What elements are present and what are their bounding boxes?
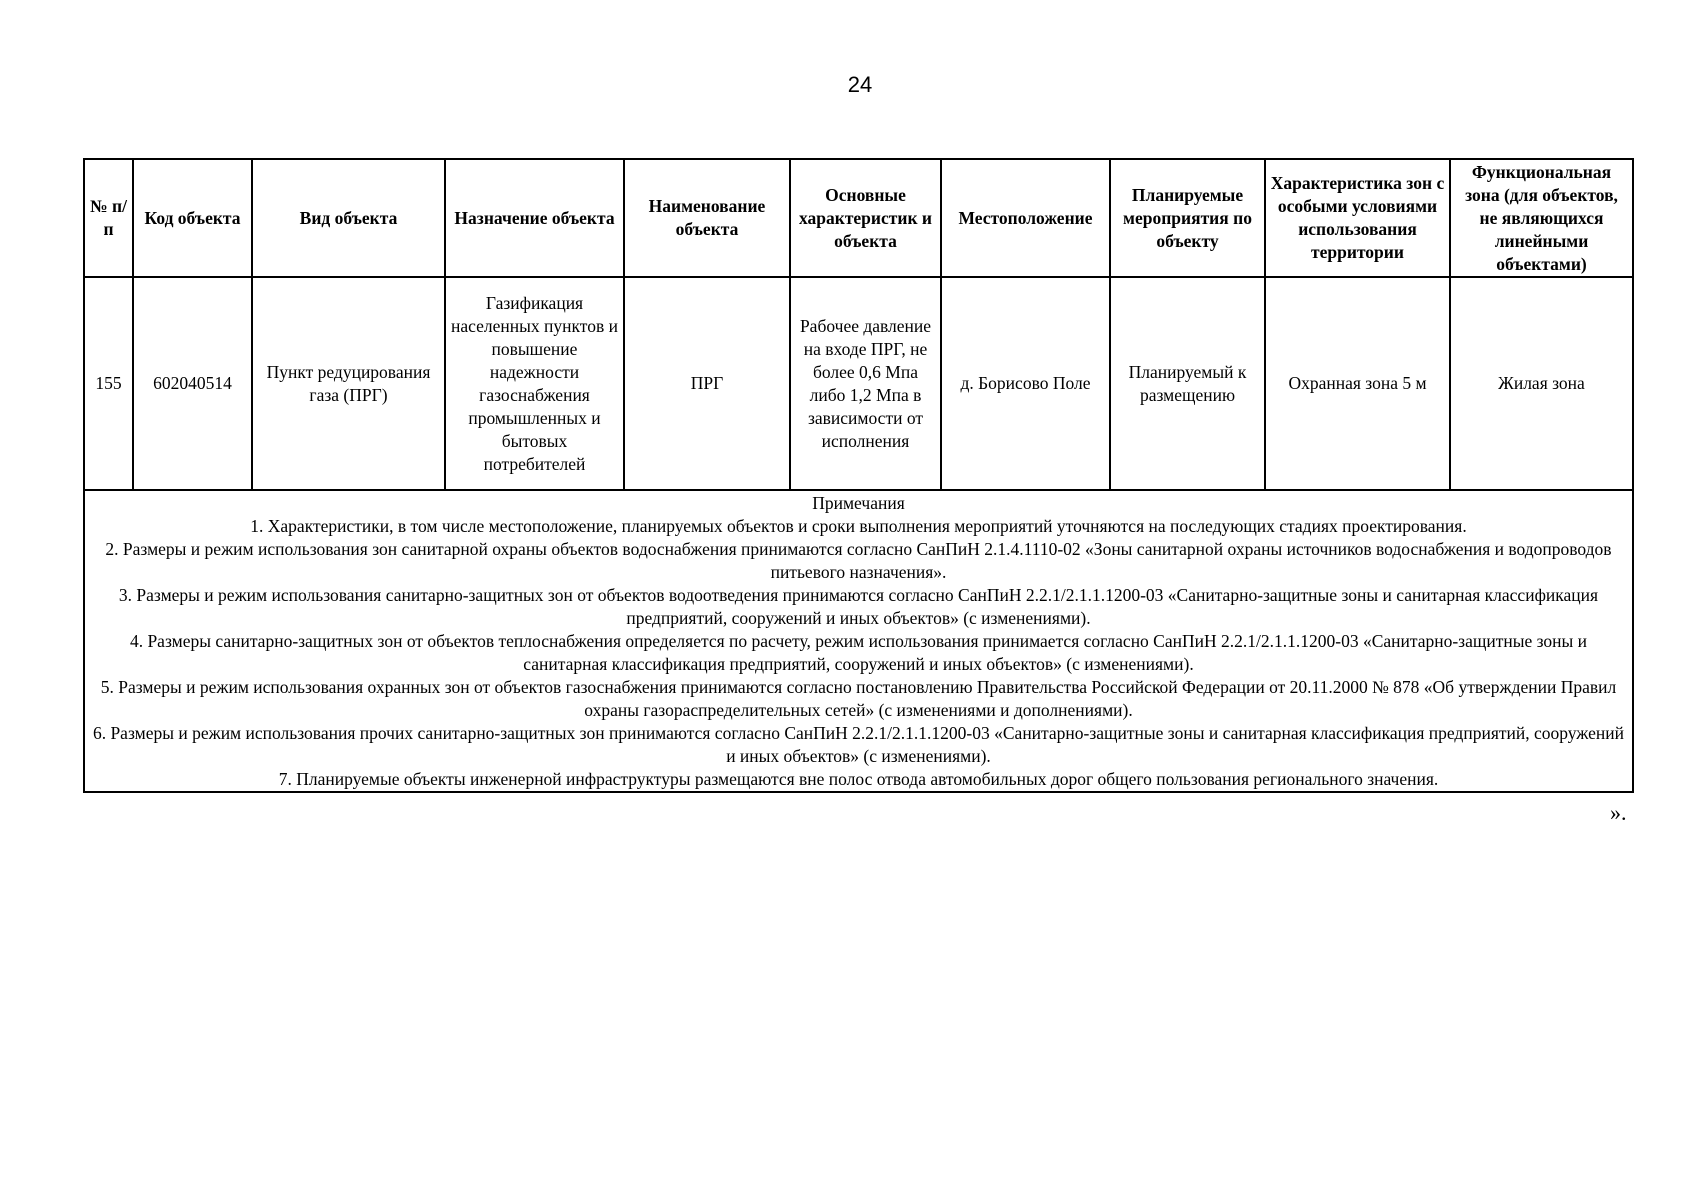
header-characteristics: Основные характеристик и объекта <box>790 159 941 277</box>
header-num: № п/п <box>84 159 133 277</box>
cell-code: 602040514 <box>133 277 252 490</box>
header-measures: Планируемые мероприятия по объекту <box>1110 159 1265 277</box>
header-functional-zone: Функциональная зона (для объектов, не являющихся линейными объектами) <box>1450 159 1633 277</box>
note-item: 5. Размеры и режим использования охранных зон от объектов газоснабжения принимаются согласно постановлению Правительства Российской Федерации от 20.11.2000 № 878 «Об утверждении Правил охраны газораспределительных сетей» (с изменениями и дополнениями). <box>100 676 1617 720</box>
cell-functional-zone: Жилая зона <box>1450 277 1633 490</box>
note-item: 6. Размеры и режим использования прочих санитарно-защитных зон принимаются согласно СанПиН 2.2.1/2.1.1.1200-03 «Санитарно-защитные зоны и санитарная классификация предприятий, сооружений и иных объектов» (с изменениями). <box>92 722 1625 766</box>
header-code: Код объекта <box>133 159 252 277</box>
cell-purpose: Газификация населенных пунктов и повышение надежности газоснабжения промышленных и бытовых потребителей <box>445 277 624 490</box>
header-location: Местоположение <box>941 159 1110 277</box>
note-item: 7. Планируемые объекты инженерной инфраструктуры размещаются вне полос отвода автомобильных дорог общего пользования регионального значения. <box>278 768 1439 789</box>
cell-characteristics: Рабочее давление на входе ПРГ, не более 0,6 Мпа либо 1,2 Мпа в зависимости от исполнения <box>790 277 941 490</box>
notes-cell <box>84 490 1633 792</box>
cell-type: Пункт редуцирования газа (ПРГ) <box>252 277 445 490</box>
header-type: Вид объекта <box>252 159 445 277</box>
notes-row <box>84 490 1633 792</box>
cell-name: ПРГ <box>624 277 790 490</box>
page-number: 24 <box>847 72 873 97</box>
note-item: 4. Размеры санитарно-защитных зон от объектов теплоснабжения определяется по расчету, режим использования принимается согласно СанПиН 2.2.1/2.1.1.1200-03 «Санитарно-защитные зоны и санитарная классификация предприятий, сооружений и иных объектов» (с изменениями). <box>129 630 1588 674</box>
header-name: Наименование объекта <box>624 159 790 277</box>
note-item: 1. Характеристики, в том числе местоположение, планируемых объектов и сроки выполнения мероприятий уточняются на последующих стадиях проектирования. <box>250 515 1467 536</box>
note-item: 3. Размеры и режим использования санитарно-защитных зон от объектов водоотведения принимаются согласно СанПиН 2.2.1/2.1.1.1200-03 «Санитарно-защитные зоны и санитарная классификация предприятий, сооружений и иных объектов» (с изменениями). <box>118 584 1599 628</box>
cell-location: д. Борисово Поле <box>941 277 1110 490</box>
note-item: 2. Размеры и режим использования зон санитарной охраны объектов водоснабжения принимаются согласно СанПиН 2.1.4.1110-02 «Зоны санитарной охраны источников водоснабжения и водопроводов питьевого назначения». <box>105 538 1612 582</box>
closing-quote-mark: ». <box>1610 800 1627 825</box>
notes-title: Примечания <box>812 492 905 513</box>
table-header-row <box>84 159 1633 277</box>
table-row <box>84 277 1633 490</box>
cell-zone-features: Охранная зона 5 м <box>1265 277 1450 490</box>
cell-measures: Планируемый к размещению <box>1110 277 1265 490</box>
header-purpose: Назначение объекта <box>445 159 624 277</box>
planned-objects-table <box>83 158 1634 793</box>
cell-num: 155 <box>84 277 133 490</box>
header-zone-features: Характеристика зон с особыми условиями использования территории <box>1265 159 1450 277</box>
